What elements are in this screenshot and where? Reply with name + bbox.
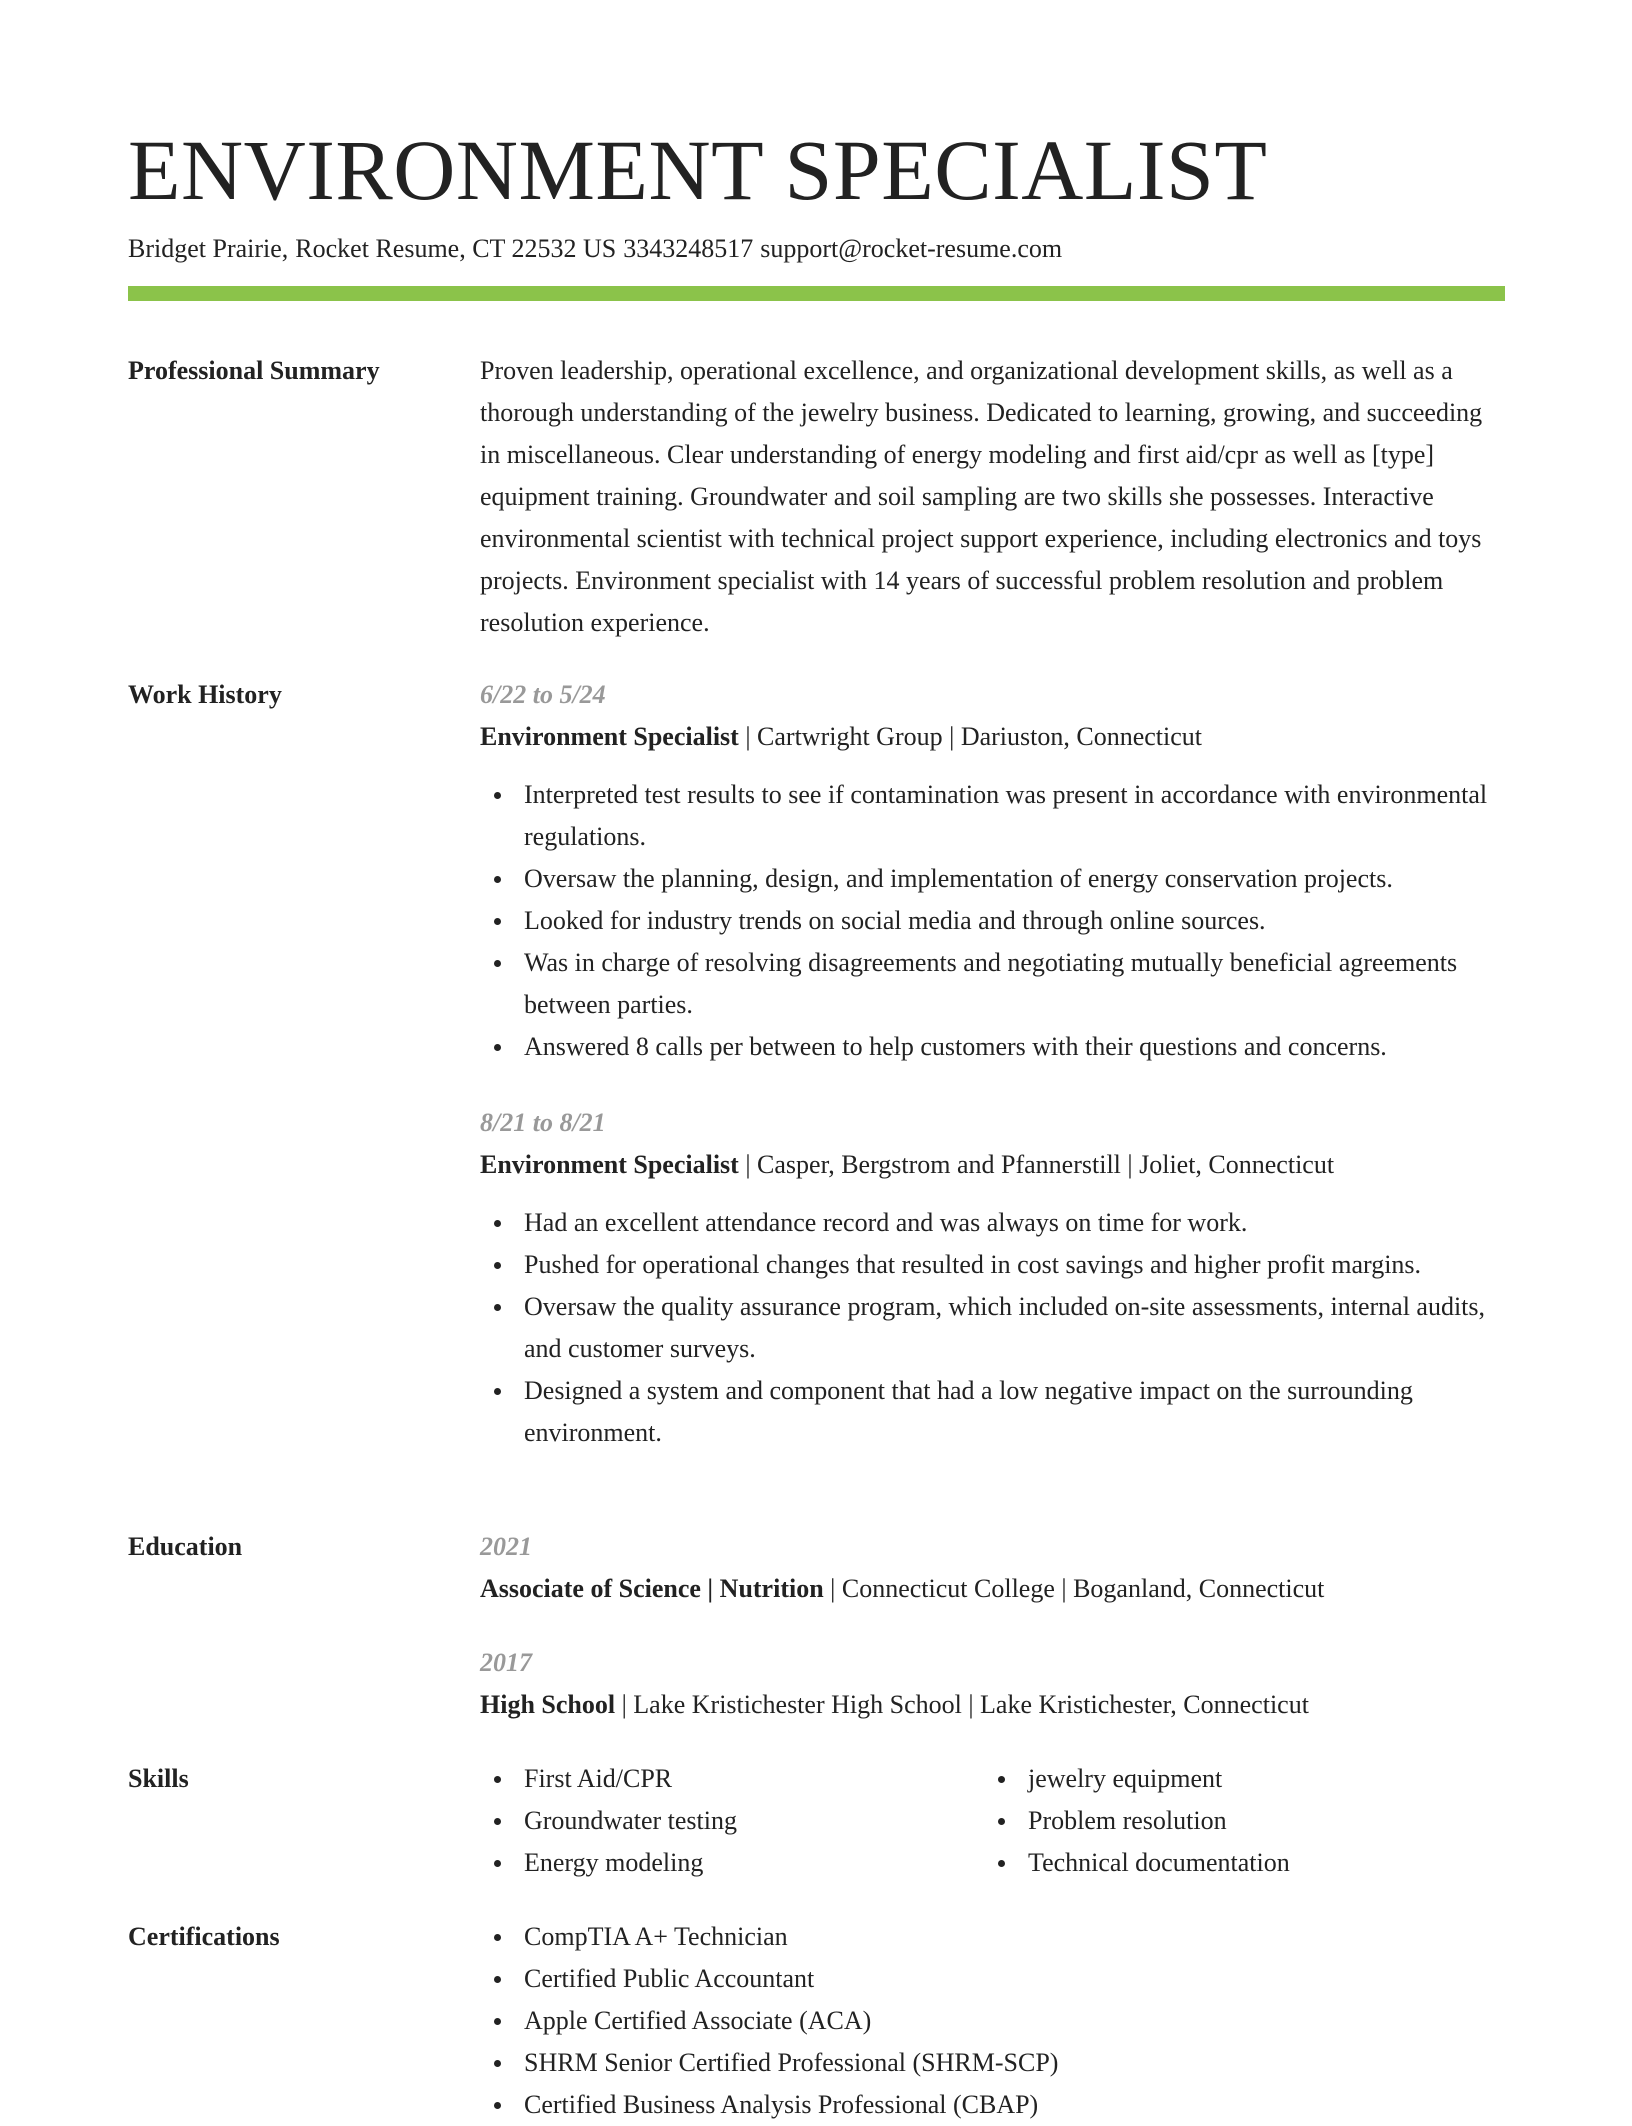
skill-item: Energy modeling [480,1842,984,1884]
education-year: 2021 [480,1532,532,1561]
skill-item: First Aid/CPR [480,1758,984,1800]
job-bullets [480,1202,1505,1454]
education-entry [480,1642,1505,1726]
job-heading [480,1144,1505,1186]
skill-item: Problem resolution [984,1800,1488,1842]
job-bullets [480,774,1505,1068]
skill-item: Technical documentation [984,1842,1488,1884]
summary-heading: Professional Summary [128,356,380,385]
job-bullet: Had an excellent attendance record and was always on time for work. [480,1202,1505,1244]
job-bullet: Oversaw the quality assurance program, which included on-site assessments, internal audits, and customer surveys. [480,1286,1505,1370]
contact-phone: 3343248517 [623,234,754,263]
education-details: | Lake Kristichester High School | Lake Kristichester, Connecticut [615,1690,1309,1719]
job-bullet: Interpreted test results to see if contamination was present in accordance with environmental regulations. [480,774,1505,858]
certifications-heading: Certifications [128,1922,280,1951]
contact-name: Bridget Prairie, [128,234,289,263]
job-dates: 8/21 to 8/21 [480,1108,606,1137]
job-title: Environment Specialist [480,1150,739,1179]
job-bullet: Pushed for operational changes that resulted in cost savings and higher profit margins. [480,1244,1505,1286]
certifications-body [480,1916,1505,2126]
education-degree: Associate of Science | Nutrition [480,1574,824,1603]
job-dates: 6/22 to 5/24 [480,680,606,709]
summary-text: Proven leadership, operational excellence, and organizational development skills, as well as a thorough understanding of the jewelry business. Dedicated to learning, growing, and succeeding in miscellaneous. Clear understanding of energy modeling and first aid/cpr as well as [type] equipment training. Groundwater and soil sampling are two skills she possesses. Interactive environmental scientist with technical project support experience, including electronics and toys projects. Environment specialist with 14 years of successful problem resolution and problem resolution experience. [480,356,1483,637]
skills-body [480,1758,1505,1884]
job-bullet: Looked for industry trends on social media and through online sources. [480,900,1505,942]
certifications-list [480,1916,1505,2126]
job-details: | Cartwright Group | Dariuston, Connecticut [738,722,1202,751]
job-entry [480,674,1505,1068]
contact-email[interactable]: support@rocket-resume.com [760,234,1063,263]
job-bullet: Designed a system and component that had a low negative impact on the surrounding environment. [480,1370,1505,1454]
job-details: | Casper, Bergstrom and Pfannerstill | Joliet, Connecticut [738,1150,1335,1179]
skills-list-left [480,1758,984,1884]
certification-item: Certified Public Accountant [480,1958,1505,2000]
education-entry [480,1526,1505,1610]
job-bullet: Was in charge of resolving disagreements and negotiating mutually beneficial agreements between parties. [480,942,1505,1026]
education-degree: High School [480,1690,616,1719]
summary-body [480,350,1505,644]
job-entry [480,1102,1505,1454]
education-heading-line [480,1568,1505,1610]
certification-item: SHRM Senior Certified Professional (SHRM-SCP) [480,2042,1505,2084]
resume-title: ENVIRONMENT SPECIALIST [128,122,1268,218]
education-heading: Education [128,1532,243,1561]
skills-heading: Skills [128,1764,189,1793]
contact-line [128,232,1062,266]
contact-location: Rocket Resume, CT 22532 US [295,234,617,263]
job-bullet: Oversaw the planning, design, and implementation of energy conservation projects. [480,858,1505,900]
skill-item: jewelry equipment [984,1758,1488,1800]
certification-item: Apple Certified Associate (ACA) [480,2000,1505,2042]
skill-item: Groundwater testing [480,1800,984,1842]
education-details: | Connecticut College | Boganland, Connecticut [823,1574,1325,1603]
job-bullet: Answered 8 calls per between to help customers with their questions and concerns. [480,1026,1505,1068]
education-heading-line [480,1684,1505,1726]
certification-item: CompTIA A+ Technician [480,1916,1505,1958]
skills-list-right [984,1758,1488,1884]
education-body [480,1526,1505,1726]
education-year: 2017 [480,1648,532,1677]
job-title: Environment Specialist [480,722,739,751]
header-divider [128,286,1505,301]
job-heading [480,716,1505,758]
work-history-heading: Work History [128,680,282,709]
certification-item: Certified Business Analysis Professional (CBAP) [480,2084,1505,2126]
skills-columns [480,1758,1505,1884]
work-history-body [480,674,1505,1454]
